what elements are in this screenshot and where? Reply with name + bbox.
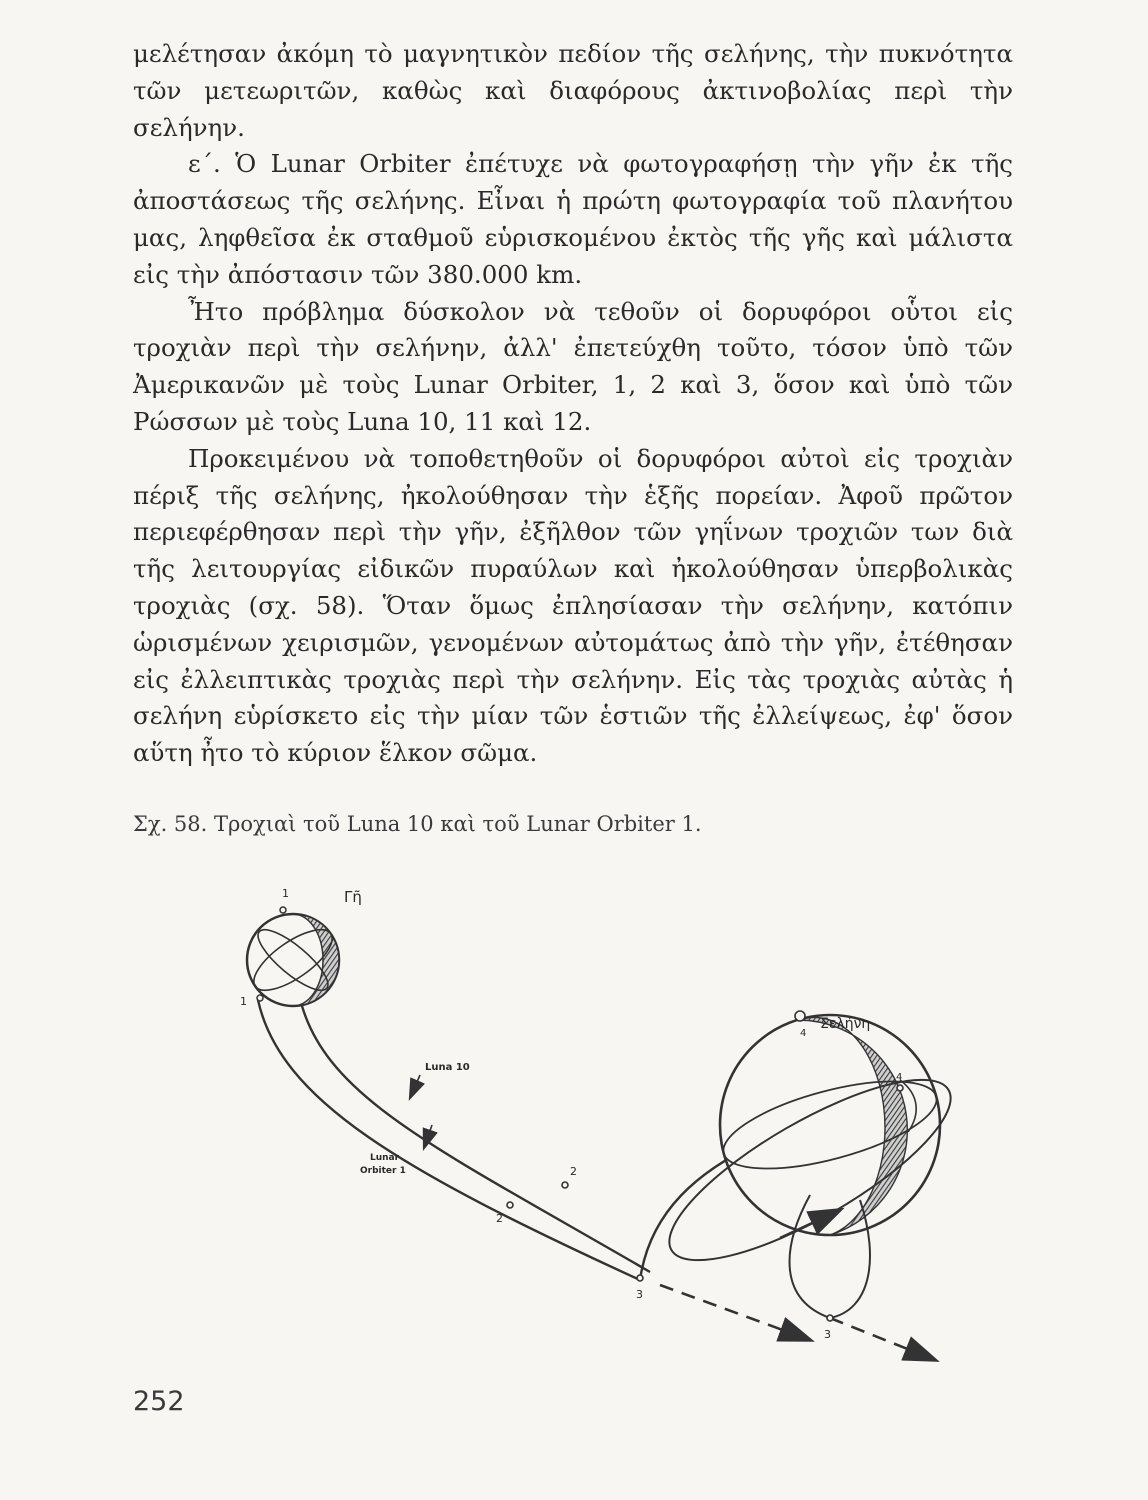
paragraph-continuation: μελέτησαν ἀκόμη τὸ μαγνητικὸν πεδίον τῆς σελήνης, τὴν πυκνότητα τῶν μετεωριτῶν, καθὼς καὶ διαφόρους ἀκτινοβολίας περὶ τὴν σελήνην. [133,39,1013,142]
escape-arrow-luna [660,1285,810,1340]
marker-label: 2 [496,1212,503,1225]
paragraph-satellites-problem: Ἦτο πρόβλημα δύσκολον νὰ τεθοῦν οἱ δορυφόροι οὗτοι εἰς τροχιὰν περὶ τὴν σελήνην, ἀλλ' ἐπετεύχθη τοῦτο, τόσον ὑπὸ τῶν Ἀμερικανῶν μὲ τοὺς Lunar Orbiter, 1, 2 καὶ 3, ὅσον καὶ ὑπὸ τῶν Ρώσσων μὲ τοὺς Luna 10, 11 καὶ 12. [133,296,1013,436]
earth-label: Γῆ [344,888,362,906]
escape-arrows [660,1210,935,1360]
transfer-trajectories [258,1000,760,1280]
orbiter-label-line2: Orbiter 1 [360,1166,406,1176]
marker-label: 3 [636,1288,643,1301]
marker-label: 1 [240,995,247,1008]
paragraph-orbit-procedure: Προκειμένου νὰ τοποθετηθοῦν οἱ δορυφόροι αὐτοὶ εἰς τροχιὰν πέριξ τῆς σελήνης, ἠκολούθησαν τὴν ἑξῆς πορείαν. Ἀφοῦ πρῶτον περιεφέρθησαν περὶ τὴν γῆν, ἐξῆλθον τῶν γηΐνων τροχιῶν των διὰ τῆς λειτουργίας εἰδικῶν πυραύλων καὶ ἠκολούθησαν ὑπερβολικὰς τροχιὰς (σχ. 58). Ὅταν ὅμως ἐπλησίασαν τὴν σελήνην, κατόπιν ὡρισμένων χειρισμῶν, γενομένων αὐτομάτως ἀπὸ τὴν γῆν, ἐτέθησαν εἰς ἐλλειπτικὰς τροχιὰς περὶ τὴν σελήνην. Εἰς τὰς τροχιὰς αὐτὰς ἡ σελήνη εὑρίσκετο εἰς τὴν μίαν τῶν ἑστιῶν τῆς ἐλλείψεως, ἐφ' ὅσον αὕτη ἦτο τὸ κύριον ἕλκον σῶμα. [133,443,1013,768]
page-number: 252 [133,1386,185,1417]
luna-10-label: Luna 10 [425,1062,470,1073]
figure-caption: Σχ. 58. Τροχιαὶ τοῦ Luna 10 καὶ τοῦ Lunar Orbiter 1. [133,812,702,836]
paragraph-lunar-orbiter-photo: ε΄. Ὁ Lunar Orbiter ἐπέτυχε νὰ φωτογραφήσῃ τὴν γῆν ἐκ τῆς ἀποστάσεως τῆς σελήνης. Εἶναι ἡ πρώτη φωτογραφία τοῦ πλανήτου μας, ληφθεῖσα ἐκ σταθμοῦ εὑρισκομένου ἐκτὸς τῆς γῆς καὶ μάλιστα εἰς τὴν ἀπόστασιν τῶν 380.000 km. [133,149,1013,289]
marker-label: 3 [824,1328,831,1341]
moon [647,1011,960,1318]
marker-label: 1 [282,887,289,900]
orbit-figure [220,870,960,1390]
orbit-diagram [220,870,960,1390]
marker-label: 2 [570,1165,577,1178]
marker-label: 4 [896,1072,903,1083]
earth [245,907,341,1006]
moon-label: Σελήνη [820,1016,871,1032]
marker-label: 4 [800,1028,807,1039]
body-text [133,36,1013,772]
orbiter-label-line1: Lunar [370,1153,400,1163]
escape-arrow-orbiter [830,1318,935,1360]
luna-10-trajectory [258,1000,640,1280]
orbiter-trajectory [302,1006,650,1272]
